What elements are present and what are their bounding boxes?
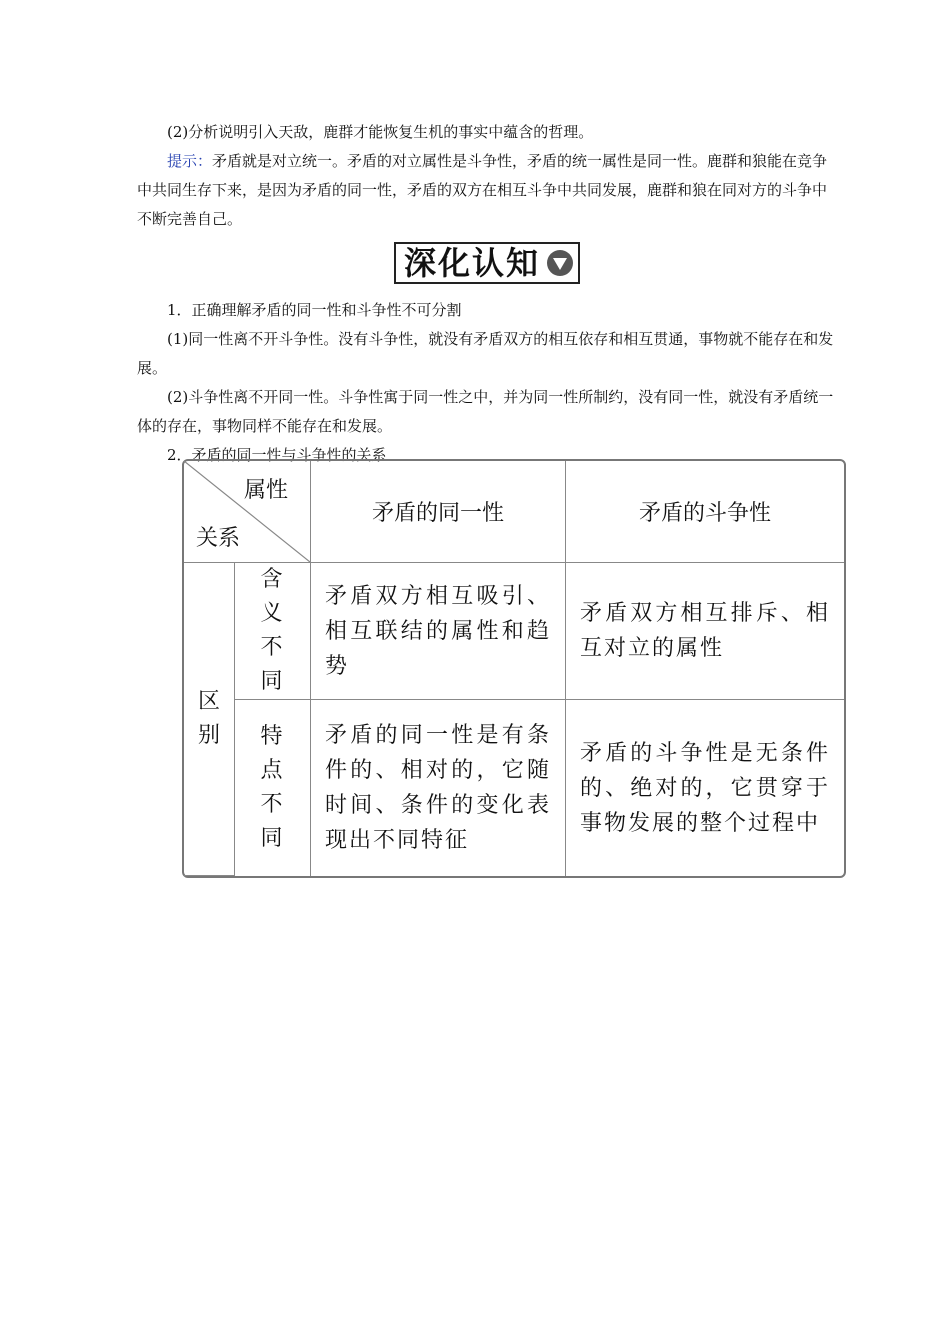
hint-paragraph [137,147,837,234]
table-row [184,700,844,876]
row-struggle-cell: 矛盾双方相互排斥、相互对立的属性 [566,563,844,700]
row-label: 特点不同 [235,700,311,876]
comparison-table [182,459,846,878]
row-struggle-cell: 矛盾的斗争性是无条件的、绝对的，它贯穿于事物发展的整个过程中 [580,740,830,836]
table-row [184,563,844,700]
table-header-row [184,461,844,563]
document-body [137,118,837,470]
hint-label: 提示： [167,152,213,170]
point-2-heading: 2．矛盾的同一性与斗争性的关系 [167,446,387,464]
group-label: 区别 [184,563,235,876]
point-1-1: (1)同一性离不开斗争性。没有斗争性，就没有矛盾双方的相互依存和相互贯通，事物就不能存在和发展。 [137,330,834,377]
triangle-down-icon [546,249,574,277]
table-corner-cell [184,461,311,563]
corner-top-label: 属性 [243,478,288,503]
header-struggle: 矛盾的斗争性 [566,461,844,563]
question-text: (2)分析说明引入天敌，鹿群才能恢复生机的事实中蕴含的哲理。 [167,123,594,141]
row-label: 含义不同 [235,563,311,700]
point-1-heading: 1．正确理解矛盾的同一性和斗争性不可分割 [167,301,462,319]
section-heading-box [394,242,580,284]
hint-text: 矛盾就是对立统一。矛盾的对立属性是斗争性，矛盾的统一属性是同一性。鹿群和狼能在竞争中共同生存下来，是因为矛盾的同一性，矛盾的双方在相互斗争中共同发展，鹿群和狼在同对方的斗争中不断完善自己。 [137,152,828,228]
header-identity: 矛盾的同一性 [311,461,566,563]
row-identity-cell: 矛盾的同一性是有条件的、相对的，它随时间、条件的变化表现出不同特征 [311,700,566,876]
point-1-2: (2)斗争性离不开同一性。斗争性寓于同一性之中，并为同一性所制约，没有同一性，就没有矛盾统一体的存在，事物同样不能存在和发展。 [137,388,834,435]
section-heading [137,242,837,292]
section-heading-text: 深化认知 [403,244,540,282]
corner-bottom-label: 关系 [196,526,241,551]
row-identity-cell: 矛盾双方相互吸引、相互联结的属性和趋势 [311,563,566,700]
